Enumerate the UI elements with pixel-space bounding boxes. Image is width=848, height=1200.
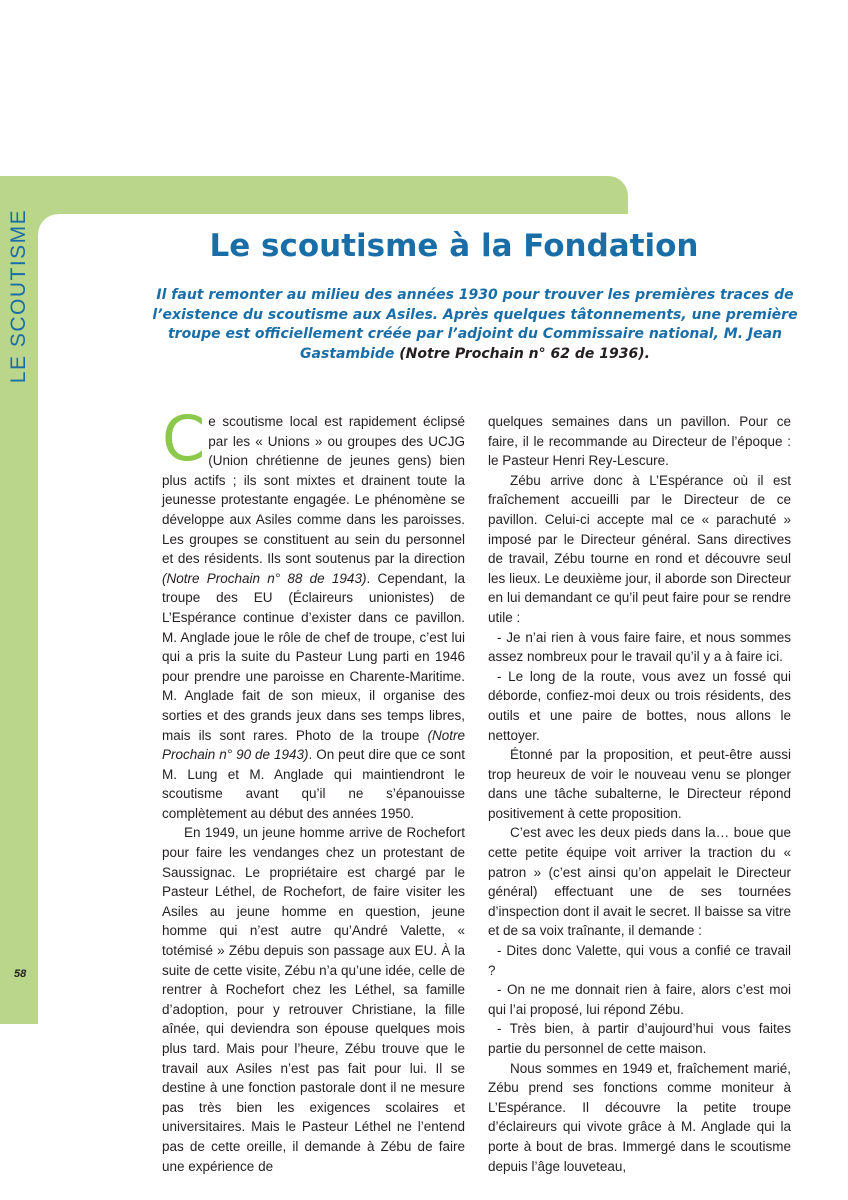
- band-inner-corner: [38, 214, 58, 234]
- dialogue-line: - On ne me donnait rien à faire, alors c’est moi qui l’ai proposé, lui répond Zébu.: [488, 982, 791, 1017]
- paragraph-arrival: Zébu arrive donc à L’Espérance où il est fraîchement accueilli par le Directeur de ce pavillon. Celui-ci accepte mal ce « parachuté » imposé par le Directeur général. Sans directives de travail, Zébu tourne en rond et découvre seul les lieux. Le deuxième jour, il aborde son Directeur en lui demandant ce qu’il peut faire pour se rendre utile :: [488, 472, 791, 625]
- drop-cap: C: [162, 402, 206, 475]
- paragraph-1: [162, 402, 465, 823]
- paragraph-1-text-b: . Cependant, la troupe des EU (Éclaireurs unionistes) de L’Espérance continue d’exister dans ce pavillon. M. Anglade joue le rôle de chef de troupe, c’est lui qui a pris la suite du Pasteur Lung parti en 1946 pour prendre une paroisse en Charente-Maritime. M. Anglade fait de son mieux, il organise des sorties et des grands jeux dans ses temps libres, mais ils sont rares. Photo de la troupe: [162, 570, 465, 743]
- paragraph-continued: quelques semaines dans un pavillon. Pour ce faire, il le recommande au Directeur de l’époque : le Pasteur Henri Rey-Lescure.: [488, 414, 791, 469]
- article-column-right: [488, 412, 791, 1176]
- paragraph-1-text-a: e scoutisme local est rapidement éclipsé par les « Unions » ou groupes des UCJG (Union chrétienne de jeunes gens) bien plus actifs ; ils sont mixtes et drainent toute la jeunesse protestante engagée. Le phénomène se développe aux Asiles comme dans les paroisses. Les groupes se constituent au sein du personnel et des résidents. Ils sont soutenus par la direction: [162, 414, 465, 567]
- intro-reference-open: (: [399, 345, 406, 362]
- article-column-left: [162, 402, 465, 1176]
- paragraph-proposal: Étonné par la proposition, et peut-être aussi trop heureux de voir le nouveau venu se plonger dans une tâche subalterne, le Directeur répond positivement à cette proposition.: [488, 747, 791, 821]
- dialogue-line: - Le long de la route, vous avez un fossé qui déborde, confiez-moi deux ou trois résidents, des outils et une paire de bottes, nous allons le nettoyer.: [488, 668, 791, 743]
- intro-reference: Notre Prochain n° 62 de 1936: [405, 345, 639, 362]
- top-band: [0, 176, 628, 214]
- citation-notre-prochain-90: (Notre Prochain n° 90 de 1943): [162, 727, 465, 763]
- paragraph-1949: Nous sommes en 1949 et, fraîchement marié, Zébu prend ses fonctions comme moniteur à L’Espérance. Il découvre la petite troupe d’éclaireurs qui vivote grâce à M. Anglade qui la porte à bout de bras. Immergé dans le scoutisme depuis l’âge louveteau,: [488, 1060, 791, 1174]
- dialogue-line: - Dites donc Valette, qui vous a confié ce travail ?: [488, 943, 791, 978]
- intro-reference-close: ).: [638, 345, 650, 362]
- citation-notre-prochain-88: (Notre Prochain n° 88 de 1943): [162, 570, 367, 586]
- intro-text: Il faut remonter au milieu des années 1930 pour trouver les premières traces de l’existence du scoutisme aux Asiles. Après quelques tâtonnements, une première troupe est officiellement créée par l’adjoint du Commissaire national, M. Jean Gastambide: [152, 287, 798, 362]
- intro-paragraph: [150, 286, 800, 364]
- paragraph-inspection: C’est avec les deux pieds dans la… boue que cette petite équipe voit arriver la traction du « patron » (c’est ainsi qu’on appelait le Directeur général) effectuant une de ses tournées d’inspection dont il avait le secret. Il baisse sa vitre et de sa voix traînante, il demande :: [488, 825, 791, 939]
- page-title: Le scoutisme à la Fondation: [209, 228, 699, 264]
- paragraph-1-text-c: . On peut dire que ce sont M. Lung et M. Anglade qui maintiendront le scoutisme avant qu’il ne s’épanouisse complètement au début des années 1950.: [162, 747, 465, 821]
- section-label: LE SCOUTISME: [7, 208, 30, 384]
- page-number: 58: [14, 968, 27, 980]
- dialogue-line: - Très bien, à partir d’aujourd’hui vous faites partie du personnel de cette maison.: [488, 1021, 791, 1056]
- paragraph-2: En 1949, un jeune homme arrive de Rochefort pour faire les vendanges chez un protestant de Saussignac. Le propriétaire est chargé par le Pasteur Léthel, de Rochefort, de faire visiter les Asiles au jeune homme en question, jeune homme qui n’est autre qu’André Valette, « totémisé » Zébu depuis son passage aux EU. À la suite de cette visite, Zébu n’a qu’une idée, celle de rentrer à Rochefort chez les Léthel, sa famille d’adoption, pour y retrouver Christiane, la fille aînée, qui deviendra son épouse quelques mois plus tard. Mais pour l’heure, Zébu trouve que le travail aux Asiles n’est pas fait pour lui. Il se destine à une fonction pastorale dont il ne mesure pas très bien les exigences scolaires et universitaires. Mais le Pasteur Léthel ne l’entend pas de cette oreille, il demande à Zébu de faire une expérience de: [162, 825, 465, 1174]
- dialogue-line: - Je n’ai rien à vous faire faire, et nous sommes assez nombreux pour le travail qu’il y a à faire ici.: [488, 629, 791, 665]
